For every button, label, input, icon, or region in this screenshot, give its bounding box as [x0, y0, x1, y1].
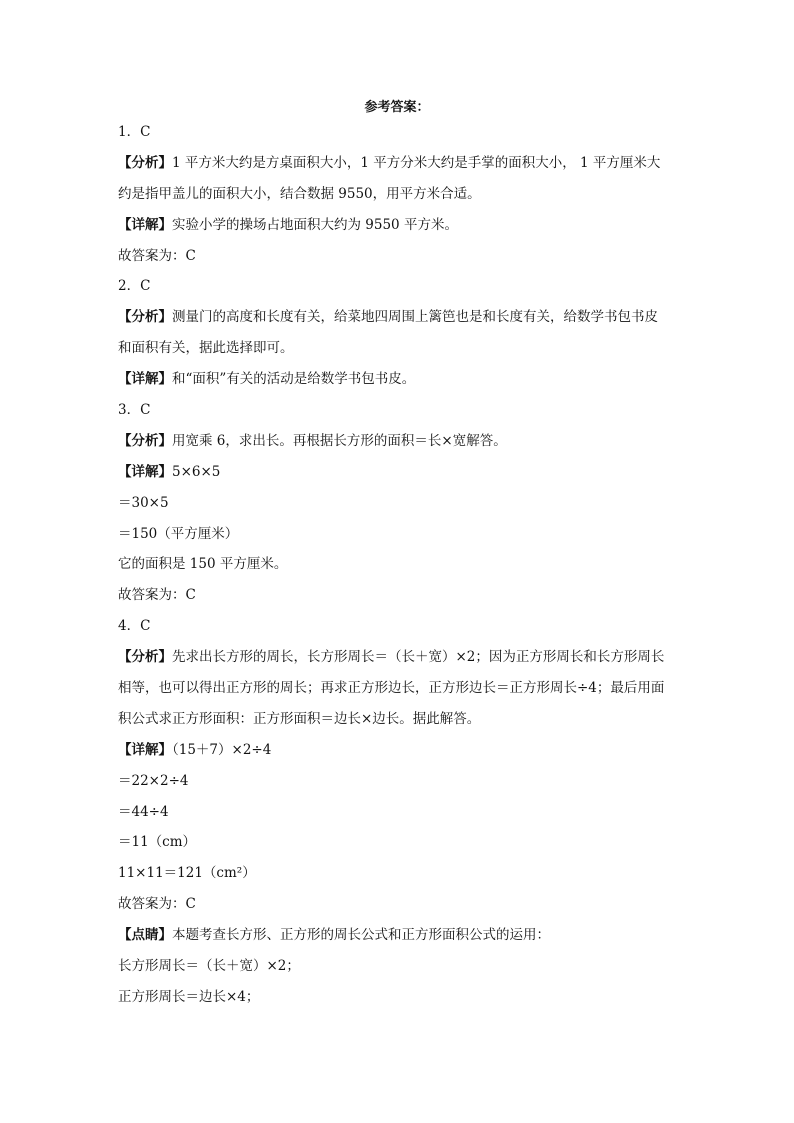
line-text: 2．C	[118, 278, 151, 295]
line-tag: 【分析】	[118, 309, 172, 326]
answer-line	[118, 431, 684, 451]
line-text: ＝11（cm）	[118, 834, 197, 851]
answer-line	[118, 678, 684, 698]
line-text: （15＋7）×2÷4	[172, 741, 272, 758]
line-text: 4．C	[118, 618, 151, 635]
line-text: 5×6×5	[172, 463, 221, 480]
line-text: 本题考查长方形、正方形的周长公式和正方形面积公式的运用：	[172, 927, 550, 944]
answer-line	[118, 215, 684, 235]
line-text: 和“面积”有关的活动是给数学书包书皮。	[172, 371, 416, 388]
answer-line	[118, 246, 684, 266]
answer-line	[118, 122, 684, 142]
answer-line	[118, 369, 684, 389]
answer-line	[118, 153, 684, 173]
answer-line	[118, 832, 684, 852]
line-tag: 【详解】	[118, 741, 172, 758]
answer-line	[118, 462, 684, 482]
line-text: 长方形周长＝（长＋宽）×2；	[118, 958, 300, 975]
answer-line	[118, 307, 684, 327]
answer-line	[118, 184, 684, 204]
answer-line	[118, 771, 684, 791]
line-tag: 【详解】	[118, 216, 172, 233]
line-text: 测量门的高度和长度有关，给菜地四周围上篱笆也是和长度有关，给数学书包书皮	[172, 309, 658, 326]
line-tag: 【详解】	[118, 463, 172, 480]
answer-key-title: 参考答案：	[364, 100, 430, 115]
answer-line	[118, 987, 684, 1007]
line-text: 先求出长方形的周长，长方形周长＝（长＋宽）×2；因为正方形周长和长方形周长	[172, 649, 665, 666]
line-text: 1 平方米大约是方桌面积大小，1 平方分米大约是手掌的面积大小， 1 平方厘米大	[172, 154, 661, 171]
line-text: 11×11＝121（cm²）	[118, 865, 256, 882]
line-text: ＝30×5	[118, 494, 169, 511]
answer-line	[118, 647, 684, 667]
answer-line	[118, 740, 684, 760]
answer-line	[118, 338, 684, 358]
line-text: 用宽乘 6，求出长。再根据长方形的面积＝长×宽解答。	[172, 432, 507, 449]
line-tag: 【分析】	[118, 649, 172, 666]
line-text: 故答案为：C	[118, 587, 196, 604]
line-tag: 【分析】	[118, 154, 172, 171]
answer-line	[118, 802, 684, 822]
answer-line	[118, 925, 684, 945]
line-text: 相等，也可以得出正方形的周长；再求正方形边长，正方形边长＝正方形周长÷4；最后用面	[118, 680, 665, 697]
line-text: ＝150（平方厘米）	[118, 525, 239, 542]
line-tag: 【详解】	[118, 371, 172, 388]
line-tag: 【分析】	[118, 432, 172, 449]
answer-content	[118, 122, 684, 1018]
answer-line	[118, 616, 684, 636]
answer-line	[118, 585, 684, 605]
line-tag: 【点睛】	[118, 927, 172, 944]
answer-line	[118, 493, 684, 513]
line-text: 故答案为：C	[118, 247, 196, 264]
line-text: 故答案为：C	[118, 896, 196, 913]
line-text: 1．C	[118, 124, 151, 140]
answer-line	[118, 863, 684, 883]
line-text: 和面积有关，据此选择即可。	[118, 340, 294, 357]
answer-line	[118, 400, 684, 420]
answer-line	[118, 709, 684, 729]
answer-line	[118, 956, 684, 976]
line-text: ＝22×2÷4	[118, 772, 189, 789]
line-text: 3．C	[118, 402, 151, 419]
line-text: 积公式求正方形面积：正方形面积＝边长×边长。据此解答。	[118, 710, 481, 727]
answer-line	[118, 276, 684, 296]
line-text: 约是指甲盖儿的面积大小，结合数据 9550，用平方米合适。	[118, 185, 481, 202]
line-text: 正方形周长＝边长×4；	[118, 988, 260, 1005]
answer-line	[118, 554, 684, 574]
line-text: 它的面积是 150 平方厘米。	[118, 556, 288, 573]
line-text: 实验小学的操场占地面积大约为 9550 平方米。	[172, 216, 458, 233]
answer-line	[118, 524, 684, 544]
line-text: ＝44÷4	[118, 803, 169, 820]
answer-line	[118, 894, 684, 914]
